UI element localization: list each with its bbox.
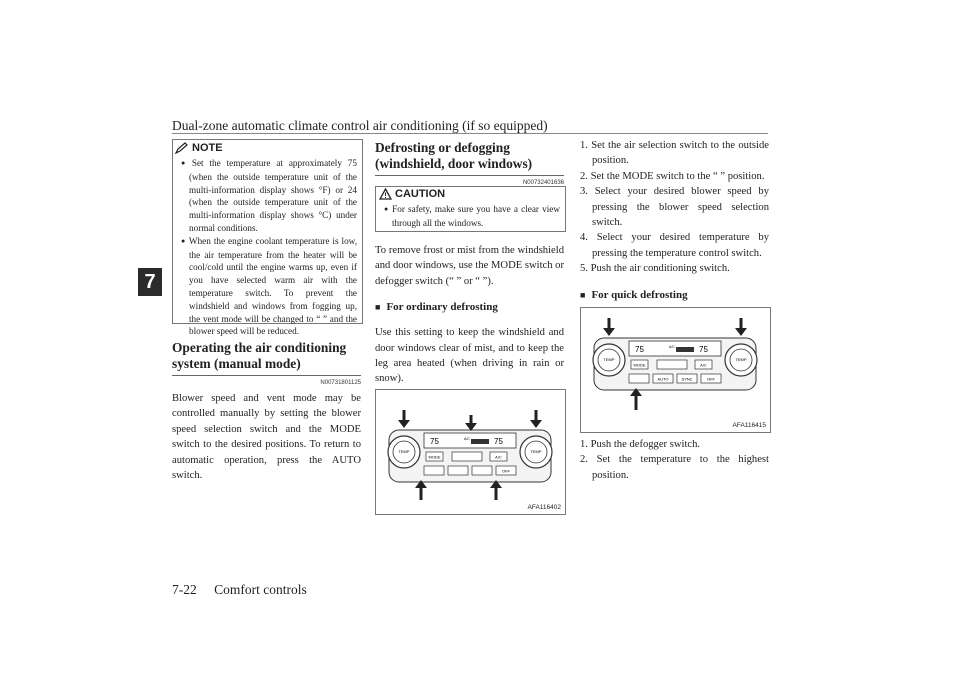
- fig2-mode-button-label: MODE: [633, 362, 646, 368]
- fig2-auto-button-label: AUTO: [657, 376, 669, 382]
- note-bullet-1: ● Set the temperature at approximately 75 (when the outside temperature unit of the multi-information display shows °F) or 24 (when the outside temperature unit of the multi-information display shows °C) under normal conditions.: [181, 157, 357, 235]
- manual-mode-text: Blower speed and vent mode may be controlled manually by setting the blower speed selection switch and the MODE switch to the desired positions. To return to automatic operation, press the AUTO switch.: [172, 393, 361, 482]
- fig2-sync-button-label: SYNC: [681, 376, 693, 382]
- climate-panel-illustration: [376, 390, 565, 514]
- step-5: 5. Push the air conditioning switch.: [580, 263, 730, 275]
- figure-code-1: AFA116402: [527, 504, 561, 511]
- manual-mode-heading-rule: [172, 375, 361, 376]
- caution-box: [375, 186, 566, 232]
- fig2-display-ac-indicator: A/C: [669, 345, 675, 349]
- mode-button-label: MODE: [428, 454, 441, 460]
- display-ac-indicator: A/C: [464, 437, 470, 441]
- caution-label: [379, 188, 565, 200]
- page-header-title: Dual-zone automatic climate control air conditioning (if so equipped): [172, 118, 548, 133]
- fig2-display-temp-right: 75: [699, 345, 708, 354]
- right-temp-knob-label: TEMP: [530, 449, 542, 454]
- caution-label-text: CAUTION: [395, 188, 446, 200]
- page-number: 7-22: [172, 582, 197, 597]
- fig2-left-knob-label: TEMP: [603, 357, 615, 362]
- fig2-ac-button-label: A/C: [700, 362, 707, 368]
- quick-defrost-heading: ■ For quick defrosting: [580, 289, 769, 301]
- display-temp-right: 75: [494, 437, 503, 446]
- quick-step-1: 1. Push the defogger switch.: [580, 439, 701, 450]
- fig2-right-knob-label: TEMP: [735, 357, 747, 362]
- chapter-tab: 7: [138, 268, 162, 296]
- step-2: 2. Set the MODE switch to the “ ” position.: [580, 170, 765, 182]
- section-name: Comfort controls: [214, 582, 307, 597]
- step-1: 1. Set the air selection switch to the outside position.: [580, 140, 769, 167]
- note-box: [172, 139, 363, 337]
- left-temp-knob-label: TEMP: [398, 449, 410, 454]
- note-label-text: NOTE: [192, 142, 223, 154]
- quick-step-2: 2. Set the temperature to the highest position.: [580, 454, 769, 481]
- header-rule: [172, 133, 768, 134]
- ac-button-label: A/C: [495, 454, 502, 460]
- fig2-display-temp-left: 75: [635, 345, 644, 354]
- warning-triangle-icon: [379, 188, 392, 200]
- defrost-code: N00732401636: [522, 180, 564, 186]
- display-temp-left: 75: [430, 437, 439, 446]
- fig2-off-button-label: OFF: [707, 376, 715, 382]
- note-pencil-icon: [175, 142, 189, 154]
- note-bullet-2: ● When the engine coolant temperature is low, the air temperature from the heater will be cool/cold until the engine warms up, even if you have selected warm air with the temperature switch. To prevent the windshield and windows from fogging up, the vent mode will be changed to “ ” and the blower speed will be reduced.: [181, 235, 357, 338]
- figure-quick-defrost: [580, 307, 771, 433]
- manual-mode-code: N00731801125: [320, 380, 361, 386]
- figure-ordinary-defrost: [375, 389, 566, 515]
- page-footer: [172, 582, 321, 598]
- defrost-heading-rule: [375, 175, 564, 176]
- off-button-label: OFF: [502, 468, 510, 474]
- manual-mode-heading: Operating the air conditioning system (manual mode): [172, 340, 347, 371]
- caution-text: ● For safety, make sure you have a clear view through all the windows.: [384, 203, 560, 230]
- step-3: 3. Select your desired blower speed by pressing the blower speed selection switch.: [580, 186, 769, 229]
- climate-panel-illustration-2: [581, 308, 770, 432]
- defrost-heading: Defrosting or defogging (windshield, door windows): [375, 140, 533, 171]
- ordinary-defrost-heading: ■ For ordinary defrosting: [375, 301, 564, 313]
- note-label: [175, 142, 362, 154]
- step-4: 4. Select your desired temperature by pressing the temperature control switch.: [580, 232, 769, 259]
- figure-code-2: AFA116415: [732, 422, 766, 429]
- defrost-intro: To remove frost or mist from the windshield and door windows, use the MODE switch or defogger switch (“ ” or “ ”).: [375, 245, 564, 287]
- ordinary-defrost-text: Use this setting to keep the windshield and door windows clear of mist, and to keep the leg area heated (when driving in rain or snow).: [375, 327, 564, 385]
